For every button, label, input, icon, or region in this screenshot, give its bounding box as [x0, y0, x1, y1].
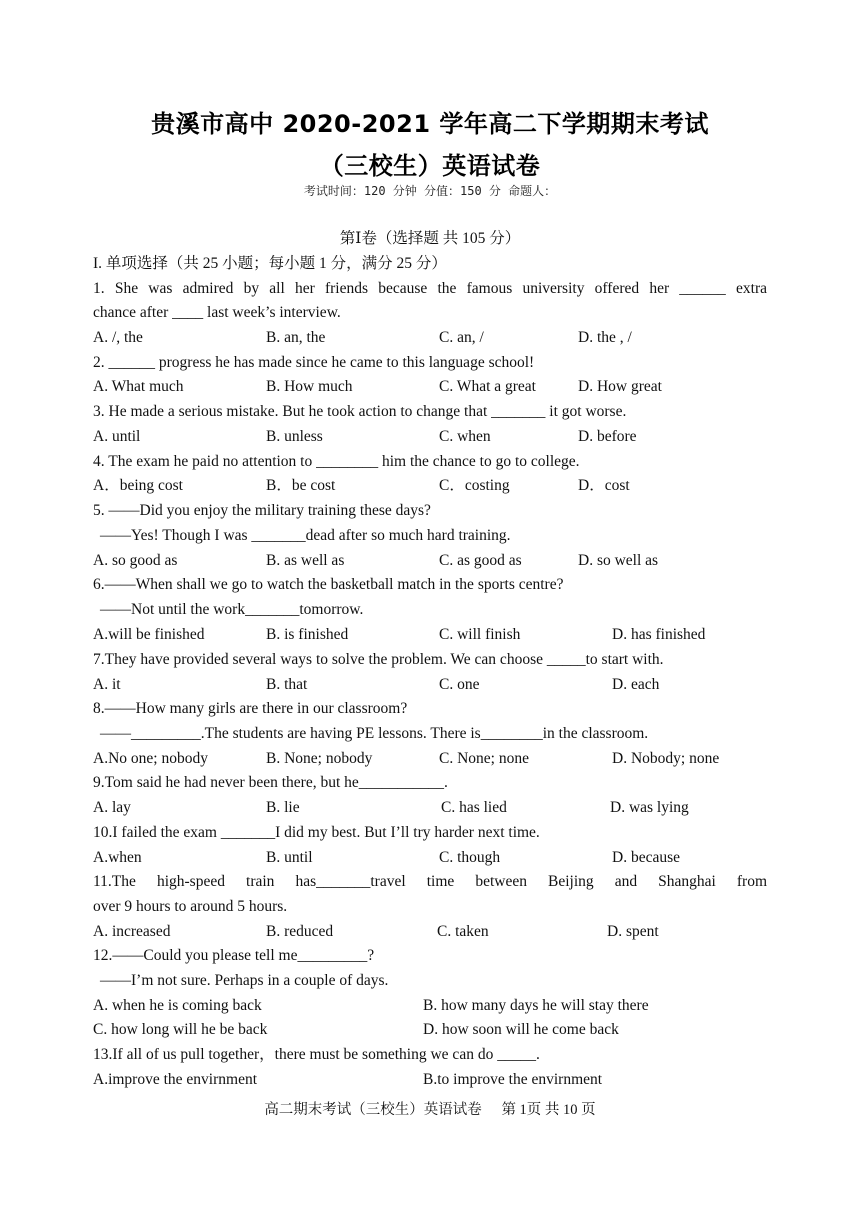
question-6-option-a: A.will be finished — [93, 626, 205, 643]
question-2-option-a: A. What much — [93, 378, 184, 395]
question-12-option-d: D. how soon will he come back — [423, 1021, 619, 1038]
question-6-stem-cont: ——Not until the work_______tomorrow. — [100, 601, 364, 618]
question-6-stem: 6.——When shall we go to watch the basketball match in the sports centre? — [93, 576, 564, 593]
question-5-option-c: C. as good as — [439, 552, 522, 569]
question-13-stem: 13.If all of us pull together，there must be something we can do _____. — [93, 1046, 540, 1063]
question-5-option-d: D. so well as — [578, 552, 659, 569]
question-1-stem-cont: chance after ____ last week’s interview. — [93, 304, 341, 321]
question-2-option-b: B. How much — [266, 378, 353, 395]
question-7-option-b: B. that — [266, 676, 308, 693]
question-7-option-c: C. one — [439, 676, 480, 693]
question-4-option-a: A．being cost — [93, 477, 183, 494]
question-11-stem-cont: over 9 hours to around 5 hours. — [93, 898, 288, 915]
question-1-option-c: C. an, / — [439, 329, 484, 346]
question-7-option-a: A. it — [93, 676, 121, 693]
question-8-stem: 8.——How many girls are there in our classroom? — [93, 700, 408, 717]
question-2-option-c: C. What a great — [439, 378, 536, 395]
question-10-stem: 10.I failed the exam _______I did my best. But I’ll try harder next time. — [93, 824, 540, 841]
question-3-option-d: D. before — [578, 428, 637, 445]
question-4-option-b: B．be cost — [266, 477, 336, 494]
footer-title: 高二期末考试（三校生）英语试卷 — [264, 1102, 482, 1118]
question-3-option-c: C. when — [439, 428, 491, 445]
question-9-option-c: C. has lied — [441, 799, 507, 816]
question-10-option-c: C. though — [439, 849, 501, 866]
question-12-stem-cont: ——I’m not sure. Perhaps in a couple of days. — [100, 972, 389, 989]
exam-info: 考试时间：120 分钟 分值：150 分 命题人： — [303, 184, 557, 198]
question-7-option-d: D. each — [612, 676, 660, 693]
question-6-option-d: D. has finished — [612, 626, 706, 643]
question-3-option-a: A. until — [93, 428, 141, 445]
question-13-option-a: A.improve the envirnment — [93, 1071, 257, 1088]
question-12-stem: 12.——Could you please tell me_________? — [93, 947, 375, 964]
question-11-option-c: C. taken — [437, 923, 489, 940]
question-8-option-b: B. None; nobody — [266, 750, 373, 767]
question-4-option-c: C．costing — [439, 477, 510, 494]
exam-title-line2: （三校生）英语试卷 — [319, 152, 541, 180]
question-9-option-b: B. lie — [266, 799, 300, 816]
question-1-stem: 1. She was admired by all her friends because the famous university offered her ______ extra — [93, 280, 767, 297]
question-9-option-d: D. was lying — [610, 799, 689, 816]
question-9-option-a: A. lay — [93, 799, 131, 816]
question-9-stem: 9.Tom said he had never been there, but he___________. — [93, 774, 448, 791]
question-5-option-a: A. so good as — [93, 552, 178, 569]
question-7-stem: 7.They have provided several ways to solve the problem. We can choose _____to start with. — [93, 651, 664, 668]
question-11-option-a: A. increased — [93, 923, 171, 940]
question-10-option-a: A.when — [93, 849, 142, 866]
question-8-stem-cont: ——_________.The students are having PE lessons. There is________in the classroom. — [100, 725, 649, 742]
question-2-stem: 2. ______ progress he has made since he came to this language school! — [93, 354, 535, 371]
question-8-option-c: C. None; none — [439, 750, 529, 767]
question-4-stem: 4. The exam he paid no attention to ________ him the chance to go to college. — [93, 453, 580, 470]
question-8-option-a: A.No one; nobody — [93, 750, 208, 767]
question-6-option-c: C. will finish — [439, 626, 521, 643]
question-12-option-b: B. how many days he will stay there — [423, 997, 649, 1014]
question-5-option-b: B. as well as — [266, 552, 345, 569]
question-3-stem: 3. He made a serious mistake. But he took action to change that _______ it got worse. — [93, 403, 627, 420]
question-1-option-b: B. an, the — [266, 329, 326, 346]
question-13-option-b: B.to improve the envirnment — [423, 1071, 603, 1088]
question-3-option-b: B. unless — [266, 428, 323, 445]
question-11-option-b: B. reduced — [266, 923, 334, 940]
page-footer — [0, 1098, 860, 1119]
question-1-option-d: D. the , / — [578, 329, 632, 346]
part-heading: I. 单项选择（共 25 小题；每小题 1 分，满分 25 分） — [93, 255, 447, 272]
question-1-option-a: A. /, the — [93, 329, 143, 346]
question-6-option-b: B. is finished — [266, 626, 349, 643]
question-11-stem: 11.The high-speed train has_______travel time between Beijing and Shanghai from — [93, 873, 767, 890]
question-11-option-d: D. spent — [607, 923, 659, 940]
question-12-option-c: C. how long will he be back — [93, 1021, 268, 1038]
question-4-option-d: D．cost — [578, 477, 630, 494]
question-2-option-d: D. How great — [578, 378, 662, 395]
question-12-option-a: A. when he is coming back — [93, 997, 262, 1014]
exam-title-line1: 贵溪市高中 2020-2021 学年高二下学期期末考试 — [151, 110, 709, 138]
question-10-option-d: D. because — [612, 849, 680, 866]
question-10-option-b: B. until — [266, 849, 313, 866]
question-5-stem-cont: ——Yes! Though I was _______dead after so much hard training. — [100, 527, 511, 544]
question-5-stem: 5. ——Did you enjoy the military training these days? — [93, 502, 431, 519]
question-8-option-d: D. Nobody; none — [612, 750, 720, 767]
footer-page-number: 第 1页 共 10 页 — [501, 1102, 596, 1118]
section-heading: 第Ⅰ卷（选择题 共 105 分） — [339, 230, 521, 247]
